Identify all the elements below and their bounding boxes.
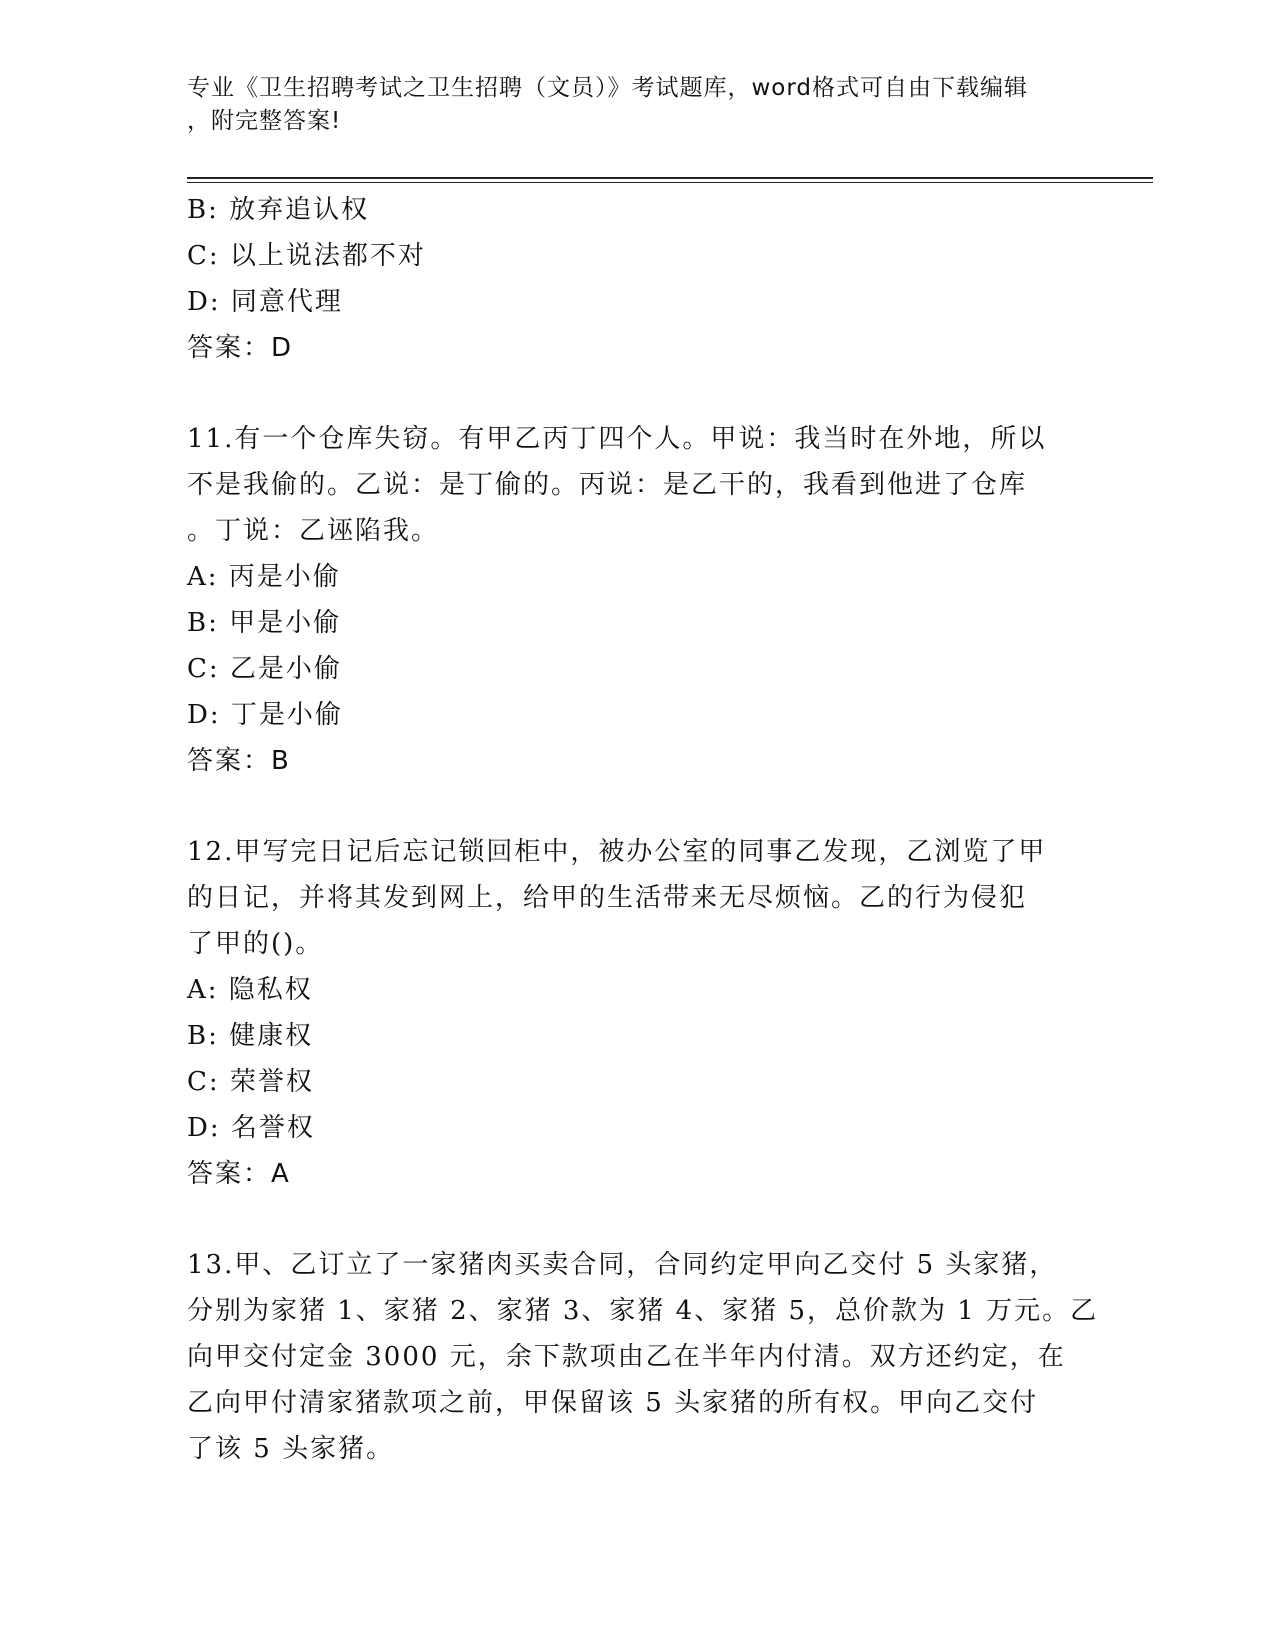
header-divider-thick — [187, 177, 1153, 179]
document-header — [187, 72, 1087, 138]
option-a: A: 隐私权 — [187, 975, 313, 1005]
option-b: B: 甲是小偷 — [187, 608, 342, 638]
question-stem-line: 12.甲写完日记后忘记锁回柜中，被办公室的同事乙发现，乙浏览了甲 — [187, 837, 1047, 867]
option-b: B: 健康权 — [187, 1021, 314, 1051]
spacer — [187, 1197, 1087, 1242]
question-stem-line: 了该 5 头家猪。 — [187, 1434, 395, 1464]
question-stem-line: 13.甲、乙订立了一家猪肉买卖合同，合同约定甲向乙交付 5 头家猪， — [187, 1250, 1058, 1280]
question-stem-line: 的日记，并将其发到网上，给甲的生活带来无尽烦恼。乙的行为侵犯 — [187, 883, 1028, 913]
question-11 — [187, 416, 1087, 784]
question-stem-line: 11.有一个仓库失窃。有甲乙丙丁四个人。甲说：我当时在外地，所以 — [187, 424, 1047, 454]
answer-line: 答案：A — [187, 1159, 291, 1189]
question-stem-line: 乙向甲付清家猪款项之前，甲保留该 5 头家猪的所有权。甲向乙交付 — [187, 1388, 1039, 1418]
question-content — [187, 187, 1099, 1472]
question-10-tail — [187, 187, 1087, 371]
question-stem-line: 分别为家猪 1、家猪 2、家猪 3、家猪 4、家猪 5，总价款为 1 万元。乙 — [187, 1296, 1099, 1326]
spacer — [187, 784, 1087, 829]
option-d: D: 同意代理 — [187, 287, 343, 317]
question-stem-line: 向甲交付定金 3000 元，余下款项由乙在半年内付清。双方还约定，在 — [187, 1342, 1066, 1372]
option-c: C: 以上说法都不对 — [187, 241, 426, 271]
option-c: C: 乙是小偷 — [187, 654, 342, 684]
option-d: D: 名誉权 — [187, 1113, 315, 1143]
option-d: D: 丁是小偷 — [187, 700, 343, 730]
header-divider-thin — [187, 182, 1153, 183]
option-c: C: 荣誉权 — [187, 1067, 314, 1097]
header-line-1: 专业《卫生招聘考试之卫生招聘（文员）》考试题库，word格式可自由下载编辑 — [187, 75, 1029, 101]
question-13 — [187, 1242, 1099, 1472]
question-12 — [187, 829, 1087, 1197]
option-a: A: 丙是小偷 — [187, 562, 341, 592]
question-stem-line: 。丁说：乙诬陷我。 — [187, 516, 440, 546]
answer-line: 答案：D — [187, 333, 294, 363]
question-stem-line: 不是我偷的。乙说：是丁偷的。丙说：是乙干的，我看到他进了仓库 — [187, 470, 1028, 500]
option-b: B: 放弃追认权 — [187, 195, 370, 225]
question-stem-line: 了甲的()。 — [187, 929, 324, 959]
answer-line: 答案：B — [187, 746, 291, 776]
header-line-2: ，附完整答案! — [187, 108, 342, 134]
spacer — [187, 371, 1087, 416]
